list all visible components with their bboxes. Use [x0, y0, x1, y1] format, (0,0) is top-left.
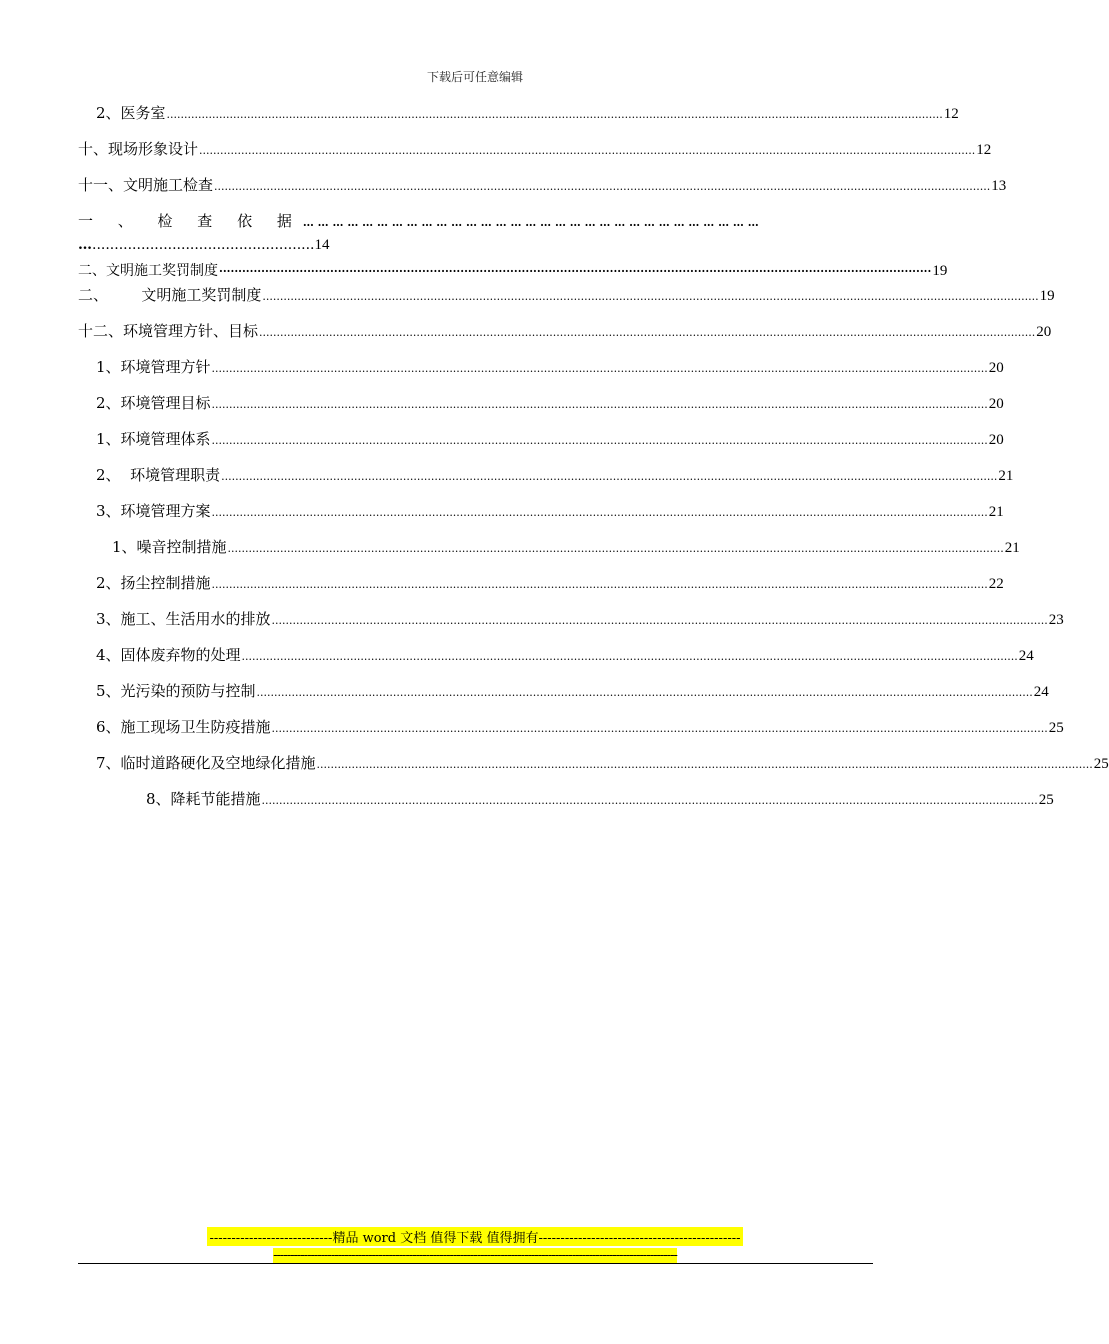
toc-entry-page: 12 — [943, 106, 959, 122]
toc-entry[interactable] — [78, 284, 1055, 306]
dot-leader: .............................................................................................................................................................................................................................. — [211, 362, 988, 375]
dot-leader: .............................................................................................................................................................................................................................. — [259, 326, 1036, 339]
toc-entry[interactable] — [78, 428, 1004, 450]
toc-entry-label: 一 、 检 查 依 据 — [78, 212, 302, 230]
toc-entry-page: 20 — [988, 432, 1004, 448]
toc-entry-label: 2、医务室 — [96, 104, 166, 122]
toc-entry[interactable] — [78, 174, 1007, 196]
dot-leader: .............................................................................................................................................................................................................................. — [199, 144, 976, 157]
dot-leader: .............................................................................................................................................................................................................................. — [166, 108, 943, 121]
dot-leader: … — [78, 237, 92, 253]
toc-entry[interactable] — [78, 356, 1004, 378]
dot-leader: .............................................................................................................................................................................................................................. — [256, 686, 1033, 699]
toc-entry-page: 23 — [1048, 612, 1064, 628]
toc-entry[interactable] — [78, 392, 1004, 414]
toc-entry-label: 十一、文明施工检查 — [78, 176, 214, 194]
footer-banner-line1: ----------------------------精品 word 文档 值得下载 值得拥有---------------------------------------------- — [207, 1227, 742, 1246]
toc-entry[interactable] — [78, 680, 1049, 702]
toc-entry-page: 13 — [991, 178, 1007, 194]
dot-leader: .............................................................................................................................................................................................................................. — [271, 614, 1048, 627]
toc-entry-page: 20 — [1036, 324, 1052, 340]
dot-leader: ·························································································································································································· — [219, 265, 932, 278]
toc-entry-continuation — [78, 237, 330, 254]
toc-entry-page: 21 — [988, 504, 1004, 520]
toc-entry[interactable] — [78, 572, 1004, 594]
toc-entry-label: 1、环境管理体系 — [96, 430, 211, 448]
toc-entry[interactable] — [78, 752, 1109, 774]
toc-entry-label: 二、文明施工奖罚制度 — [78, 260, 218, 280]
toc-entry-page: 20 — [988, 360, 1004, 376]
toc-entry-page: 20 — [988, 396, 1004, 412]
toc-entry-label: 1、噪音控制措施 — [112, 538, 227, 556]
dot-leader: .............................................................................................................................................................................................................................. — [261, 794, 1038, 807]
toc-entry-label: 1、环境管理方针 — [96, 358, 211, 376]
dot-leader: .............................................................................................................................................................................................................................. — [227, 542, 1004, 555]
toc-entry-page: 21 — [1004, 540, 1020, 556]
toc-entry-label: 6、施工现场卫生防疫措施 — [96, 718, 271, 736]
toc-entry-label: 8、降耗节能措施 — [146, 790, 261, 808]
dot-leader: .............................................................................................................................................................................................................................. — [211, 398, 988, 411]
toc-entry-label: 7、临时道路硬化及空地绿化措施 — [96, 754, 316, 772]
toc-entry-label: 2、 环境管理职责 — [96, 466, 221, 484]
toc-entry-page: 22 — [988, 576, 1004, 592]
toc-entry[interactable] — [78, 464, 1014, 486]
toc-entry-label: 2、环境管理目标 — [96, 394, 211, 412]
toc-entry-page: 24 — [1018, 648, 1034, 664]
toc-entry-label: 2、扬尘控制措施 — [96, 574, 211, 592]
footer-rule — [78, 1263, 873, 1264]
toc-entry-page: 25 — [1048, 720, 1064, 736]
toc-entry[interactable] — [78, 716, 1064, 738]
toc-entry-page: 25 — [1093, 756, 1109, 772]
toc-entry-label: 3、施工、生活用水的排放 — [96, 610, 271, 628]
toc-entry[interactable] — [78, 536, 1020, 558]
toc-entry[interactable] — [78, 320, 1052, 342]
dot-leader: .............................................................................................................................................................................................................................. — [214, 180, 991, 193]
toc-entry-label: 十二、环境管理方针、目标 — [78, 322, 259, 340]
toc-entry-label: 4、固体废弃物的处理 — [96, 646, 241, 664]
toc-entry[interactable] — [78, 210, 873, 232]
toc-entry[interactable] — [78, 500, 1004, 522]
dot-leader: … … … … … … … … … … … … … … … … … … … … … … … … … … … … … … … — [302, 216, 759, 229]
dot-leader: .............................................................................................................................................................................................................................. — [262, 290, 1039, 303]
toc-entry-page: 25 — [1038, 792, 1054, 808]
dot-leader: .............................................................................................................................................................................................................................. — [211, 506, 988, 519]
dot-leader: .............................................................................................................................................................................................................................. — [271, 722, 1048, 735]
toc-entry-page: 14 — [314, 237, 330, 253]
dot-leader: .................................................. — [92, 237, 315, 253]
dot-leader: .............................................................................................................................................................................................................................. — [211, 578, 988, 591]
toc-entry[interactable] — [78, 260, 948, 282]
toc-entry[interactable] — [78, 608, 1064, 630]
header-note: 下载后可任意编辑 — [426, 70, 523, 84]
toc-entry-label: 二、 文明施工奖罚制度 — [78, 286, 262, 304]
footer-banner — [0, 1227, 950, 1263]
toc-entry-label: 3、环境管理方案 — [96, 502, 211, 520]
toc-entry-page: 12 — [976, 142, 992, 158]
dot-leader: .............................................................................................................................................................................................................................. — [241, 650, 1018, 663]
toc-entry[interactable] — [78, 138, 992, 160]
toc-entry-page: 19 — [932, 263, 948, 279]
toc-entry-page: 19 — [1039, 288, 1055, 304]
toc-entry-page: 21 — [998, 468, 1014, 484]
footer-banner-line2: ----------------------------------------------------------------------------------------------------------------------- — [273, 1248, 677, 1263]
dot-leader: .............................................................................................................................................................................................................................. — [211, 434, 988, 447]
dot-leader: .............................................................................................................................................................................................................................. — [221, 470, 998, 483]
dot-leader: .............................................................................................................................................................................................................................. — [316, 758, 1093, 771]
toc-entry-label: 5、光污染的预防与控制 — [96, 682, 256, 700]
toc-entry-page: 24 — [1033, 684, 1049, 700]
toc-entry[interactable] — [78, 102, 959, 124]
toc-entry[interactable] — [78, 788, 1054, 810]
toc-entry-label: 十、现场形象设计 — [78, 140, 199, 158]
toc-entry[interactable] — [78, 644, 1034, 666]
